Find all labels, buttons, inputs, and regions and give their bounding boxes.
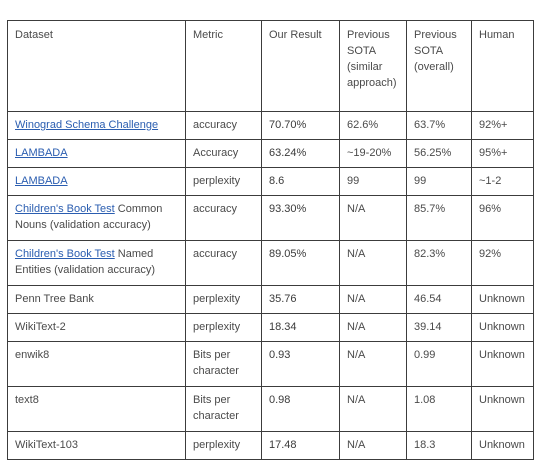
dataset-text: Common Nouns (validation accuracy) <box>15 203 163 231</box>
our-result-cell: 17.48 <box>262 432 340 460</box>
prev-similar-cell: N/A <box>340 432 407 460</box>
metric-cell: accuracy <box>186 241 262 286</box>
table-row <box>8 314 534 342</box>
table-row <box>8 286 534 314</box>
human-cell: 92% <box>472 241 534 286</box>
human-cell: Unknown <box>472 286 534 314</box>
dataset-cell <box>8 112 186 140</box>
human-cell: Unknown <box>472 314 534 342</box>
prev-similar-cell: 62.6% <box>340 112 407 140</box>
header-metric: Metric <box>186 21 262 112</box>
dataset-cell <box>8 168 186 196</box>
header-previous-sota-overall: Previous SOTA (overall) <box>407 21 472 112</box>
prev-overall-cell: 18.3 <box>407 432 472 460</box>
human-cell: 95%+ <box>472 140 534 168</box>
prev-overall-cell: 56.25% <box>407 140 472 168</box>
prev-similar-cell: N/A <box>340 342 407 387</box>
prev-overall-cell: 85.7% <box>407 196 472 241</box>
metric-cell: perplexity <box>186 286 262 314</box>
our-result-cell: 8.6 <box>262 168 340 196</box>
our-result-cell: 89.05% <box>262 241 340 286</box>
metric-cell: Accuracy <box>186 140 262 168</box>
table-row <box>8 432 534 460</box>
prev-overall-cell: 46.54 <box>407 286 472 314</box>
human-cell: 96% <box>472 196 534 241</box>
our-result-cell: 35.76 <box>262 286 340 314</box>
table-row <box>8 241 534 286</box>
our-result-cell: 93.30% <box>262 196 340 241</box>
human-cell: Unknown <box>472 432 534 460</box>
dataset-link[interactable]: LAMBADA <box>15 175 68 187</box>
dataset-link[interactable]: Winograd Schema Challenge <box>15 119 159 131</box>
dataset-cell <box>8 140 186 168</box>
prev-overall-cell: 82.3% <box>407 241 472 286</box>
metric-cell: perplexity <box>186 314 262 342</box>
header-human: Human <box>472 21 534 112</box>
header-dataset: Dataset <box>8 21 186 112</box>
metric-cell: accuracy <box>186 112 262 140</box>
prev-similar-cell: N/A <box>340 196 407 241</box>
results-table <box>7 20 534 460</box>
dataset-cell <box>8 241 186 286</box>
prev-overall-cell: 1.08 <box>407 387 472 432</box>
dataset-text: Named Entities (validation accuracy) <box>15 248 156 276</box>
metric-cell: accuracy <box>186 196 262 241</box>
prev-overall-cell: 0.99 <box>407 342 472 387</box>
dataset-cell: enwik8 <box>8 342 186 387</box>
dataset-cell: WikiText-103 <box>8 432 186 460</box>
human-cell: Unknown <box>472 387 534 432</box>
dataset-cell: Penn Tree Bank <box>8 286 186 314</box>
our-result-cell: 63.24% <box>262 140 340 168</box>
metric-cell: Bits per character <box>186 387 262 432</box>
table-row <box>8 342 534 387</box>
table-row <box>8 140 534 168</box>
table-row <box>8 196 534 241</box>
prev-similar-cell: N/A <box>340 314 407 342</box>
table-row <box>8 112 534 140</box>
prev-overall-cell: 63.7% <box>407 112 472 140</box>
our-result-cell: 18.34 <box>262 314 340 342</box>
prev-similar-cell: 99 <box>340 168 407 196</box>
header-row <box>8 21 534 112</box>
human-cell: 92%+ <box>472 112 534 140</box>
metric-cell: perplexity <box>186 432 262 460</box>
prev-similar-cell: N/A <box>340 387 407 432</box>
prev-similar-cell: ~19-20% <box>340 140 407 168</box>
prev-overall-cell: 39.14 <box>407 314 472 342</box>
dataset-link[interactable]: Children's Book Test <box>15 248 115 260</box>
dataset-cell <box>8 196 186 241</box>
prev-similar-cell: N/A <box>340 286 407 314</box>
dataset-cell: text8 <box>8 387 186 432</box>
our-result-cell: 70.70% <box>262 112 340 140</box>
table-row <box>8 387 534 432</box>
prev-overall-cell: 99 <box>407 168 472 196</box>
human-cell: ~1-2 <box>472 168 534 196</box>
header-previous-sota-similar: Previous SOTA (similar approach) <box>340 21 407 112</box>
dataset-link[interactable]: LAMBADA <box>15 147 68 159</box>
metric-cell: Bits per character <box>186 342 262 387</box>
metric-cell: perplexity <box>186 168 262 196</box>
our-result-cell: 0.98 <box>262 387 340 432</box>
dataset-link[interactable]: Children's Book Test <box>15 203 115 215</box>
header-our-result: Our Result <box>262 21 340 112</box>
human-cell: Unknown <box>472 342 534 387</box>
table-row <box>8 168 534 196</box>
our-result-cell: 0.93 <box>262 342 340 387</box>
dataset-cell: WikiText-2 <box>8 314 186 342</box>
prev-similar-cell: N/A <box>340 241 407 286</box>
